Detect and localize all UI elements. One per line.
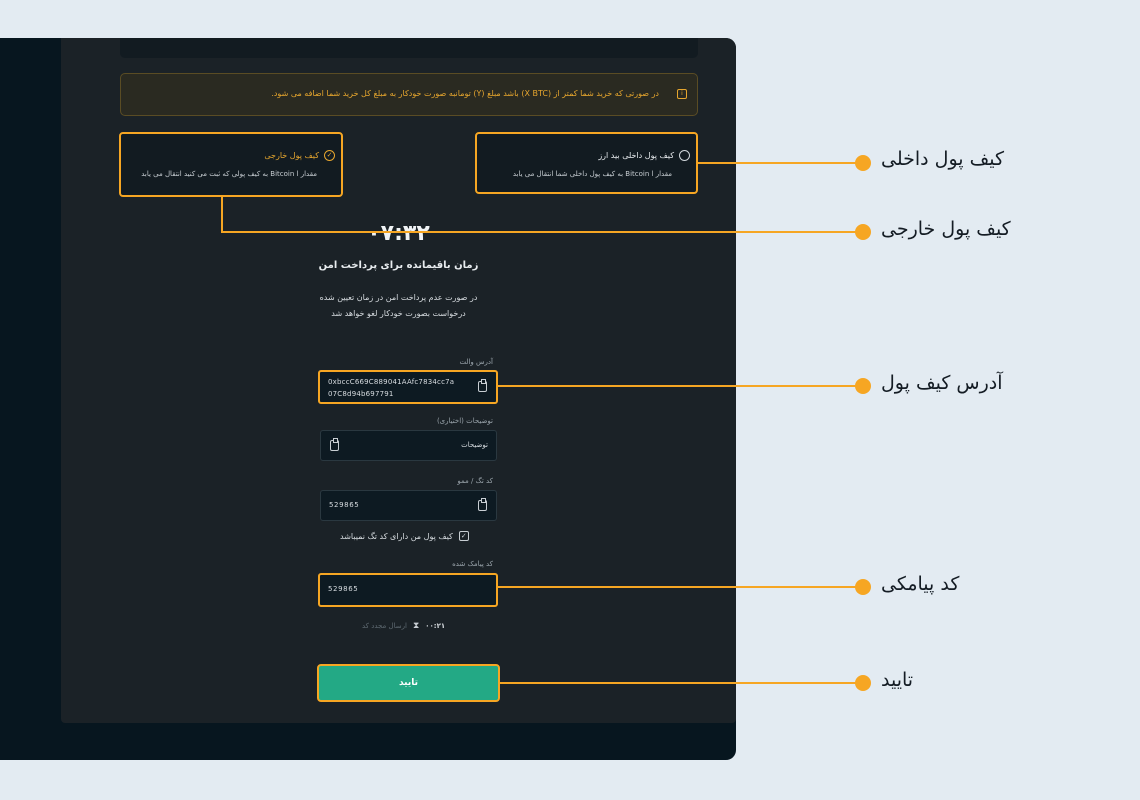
- callout-wallet-address: آدرس کیف پول: [881, 372, 1003, 394]
- note-line-2: درخواست بصورت خودکار لغو خواهد شد: [331, 309, 466, 318]
- sms-code-value: 529865: [328, 585, 359, 593]
- callout-dot-sms: [855, 579, 871, 595]
- callout-dot-address: [855, 378, 871, 394]
- no-tag-checkbox-label: کیف پول من دارای کد تگ نمیباشد: [340, 531, 453, 541]
- note-line-1: در صورت عدم پرداخت امن در زمان تعیین شده: [319, 293, 478, 302]
- callout-sms-code: کد پیامکی: [881, 573, 960, 595]
- hourglass-icon: ⧗: [412, 621, 420, 631]
- info-icon: i: [677, 89, 687, 99]
- resend-code-label[interactable]: ارسال مجدد کد: [362, 622, 407, 630]
- tag-memo-value: 529865: [329, 501, 360, 509]
- callout-dot-confirm: [855, 675, 871, 691]
- confirm-button[interactable]: تایید: [317, 664, 500, 702]
- internal-wallet-title: کیف پول داخلی بید ارز: [598, 151, 674, 160]
- checkbox-checked-icon[interactable]: ✓: [459, 531, 469, 541]
- wallet-address-line-2: 07C8d94b697791: [328, 390, 394, 398]
- callout-line-external: [222, 196, 863, 232]
- wallet-address-line-1: 0xbccC669C889041AAfc7834cc7a: [328, 378, 455, 386]
- callout-confirm: تایید: [881, 669, 914, 691]
- external-wallet-title: کیف پول خارجی: [264, 151, 319, 160]
- timer-label: زمان باقیمانده برای پرداخت امن: [318, 260, 479, 271]
- sms-code-label: کد پیامک شده: [452, 560, 493, 568]
- warning-text: در صورتی که خرید شما کمتر از (X BTC) باشد مبلغ (Y) تومانبه صورت خودکار به مبلغ کل خرید شما اضافه می شود.: [271, 89, 659, 98]
- callout-dot-external: [855, 224, 871, 240]
- countdown-timer: ۰۷:۳۲: [367, 221, 430, 246]
- external-wallet-desc: مقدار ا Bitcoin به کیف پولی که ثبت می کنید انتقال می یابد: [141, 170, 317, 178]
- radio-checked-icon[interactable]: ✓: [324, 150, 335, 161]
- tag-memo-label: کد تگ / ممو: [457, 477, 493, 485]
- description-label: توضیحات (اختیاری): [436, 417, 493, 425]
- resend-timer: ۰۰:۲۱: [425, 622, 446, 630]
- internal-wallet-desc: مقدار ا Bitcoin به کیف پول داخلی شما انتقال می یابد: [512, 170, 672, 178]
- callout-dot-internal: [855, 155, 871, 171]
- wallet-address-label: آدرس والت: [459, 358, 493, 366]
- callout-internal-wallet: کیف پول داخلی: [881, 148, 1005, 170]
- description-placeholder: توضیحات: [461, 441, 488, 449]
- callout-external-wallet: کیف پول خارجی: [881, 218, 1011, 240]
